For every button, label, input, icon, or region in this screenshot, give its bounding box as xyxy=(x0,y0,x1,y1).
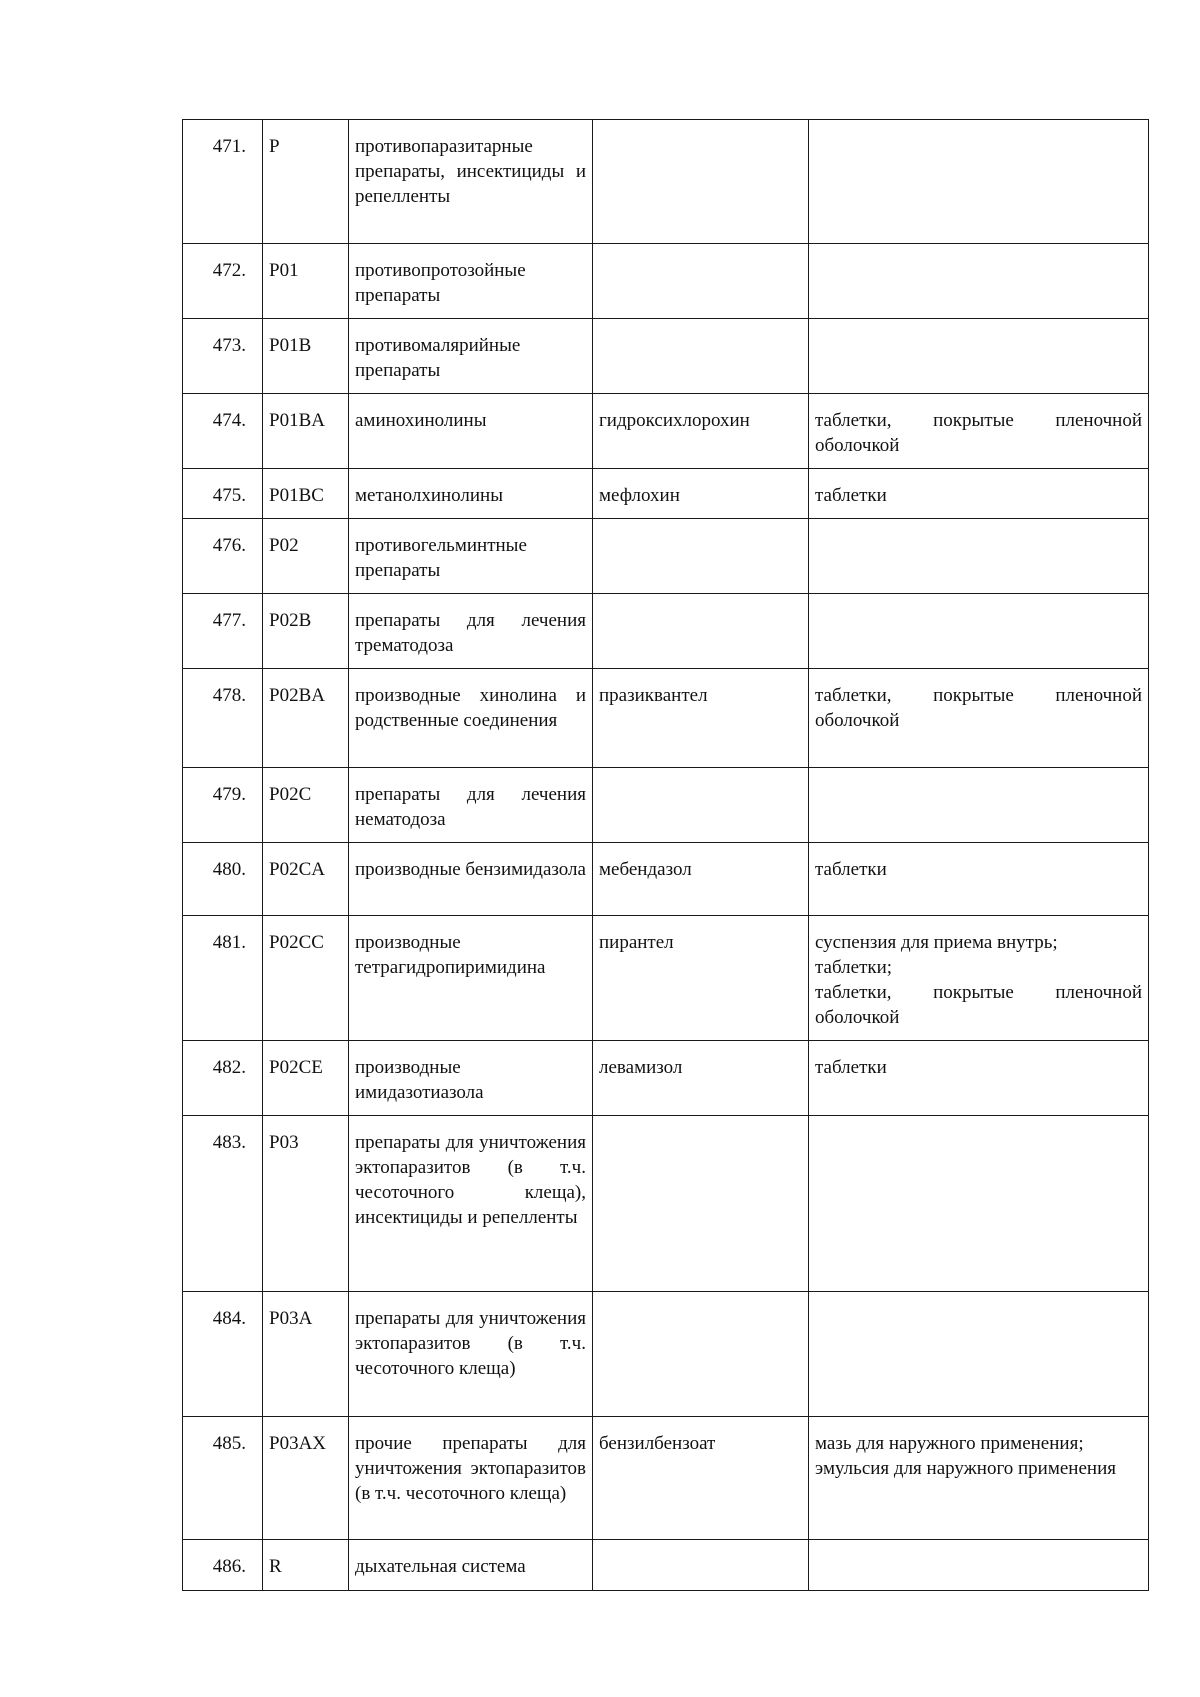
group-name: аминохинолины xyxy=(349,394,593,469)
row-number: 480. xyxy=(183,843,263,916)
dosage-form-line: эмульсия для наружного применения xyxy=(815,1458,1116,1479)
group-name: противопаразитарные препараты, инсектициды и репелленты xyxy=(349,120,593,244)
table-row xyxy=(183,319,1149,394)
atc-code: P02CA xyxy=(263,843,349,916)
group-name: препараты для лечения трематодоза xyxy=(349,594,593,669)
group-name: производные хинолина и родственные соединения xyxy=(349,669,593,768)
row-number: 477. xyxy=(183,594,263,669)
dosage-form xyxy=(809,916,1149,1041)
row-number: 486. xyxy=(183,1540,263,1591)
group-name: противогельминтные препараты xyxy=(349,519,593,594)
drug-name xyxy=(593,120,809,244)
drug-name xyxy=(593,519,809,594)
drug-name xyxy=(593,1116,809,1292)
dosage-form: таблетки, покрытые пленочной оболочкой xyxy=(809,669,1149,768)
dosage-form xyxy=(809,1417,1149,1540)
drug-name xyxy=(593,594,809,669)
table-row xyxy=(183,1041,1149,1116)
atc-code: R xyxy=(263,1540,349,1591)
row-number: 483. xyxy=(183,1116,263,1292)
group-name: производные имидазотиазола xyxy=(349,1041,593,1116)
table-row xyxy=(183,1540,1149,1591)
atc-code: P03 xyxy=(263,1116,349,1292)
table-row xyxy=(183,916,1149,1041)
atc-code: P02CE xyxy=(263,1041,349,1116)
dosage-form xyxy=(809,1292,1149,1417)
group-name: противопротозойные препараты xyxy=(349,244,593,319)
table-row xyxy=(183,669,1149,768)
atc-code: P02CC xyxy=(263,916,349,1041)
table-row xyxy=(183,244,1149,319)
dosage-form: таблетки xyxy=(809,843,1149,916)
dosage-form xyxy=(809,768,1149,843)
group-name: противомалярийные препараты xyxy=(349,319,593,394)
atc-code: P01BC xyxy=(263,469,349,519)
row-number: 476. xyxy=(183,519,263,594)
drug-name: левамизол xyxy=(593,1041,809,1116)
drug-name: празиквантел xyxy=(593,669,809,768)
drug-name: мебендазол xyxy=(593,843,809,916)
row-number: 471. xyxy=(183,120,263,244)
drug-name: пирантел xyxy=(593,916,809,1041)
dosage-form xyxy=(809,1116,1149,1292)
table-row xyxy=(183,519,1149,594)
dosage-form-line: таблетки; xyxy=(815,957,893,978)
drug-name: мефлохин xyxy=(593,469,809,519)
table-row xyxy=(183,1116,1149,1292)
dosage-form xyxy=(809,244,1149,319)
row-number: 475. xyxy=(183,469,263,519)
row-number: 474. xyxy=(183,394,263,469)
drug-name xyxy=(593,319,809,394)
dosage-form xyxy=(809,594,1149,669)
atc-code: P02C xyxy=(263,768,349,843)
group-name: производные тетрагидропиримидина xyxy=(349,916,593,1041)
drug-name xyxy=(593,768,809,843)
group-name: метанолхинолины xyxy=(349,469,593,519)
group-name: производные бензимидазола xyxy=(349,843,593,916)
dosage-form-line: суспензия для приема внутрь; xyxy=(815,932,1058,953)
group-name: дыхательная система xyxy=(349,1540,593,1591)
atc-code: P01 xyxy=(263,244,349,319)
dosage-form: таблетки xyxy=(809,469,1149,519)
table-row xyxy=(183,120,1149,244)
row-number: 479. xyxy=(183,768,263,843)
dosage-form xyxy=(809,319,1149,394)
group-name: препараты для лечения нематодоза xyxy=(349,768,593,843)
table-row xyxy=(183,1417,1149,1540)
table-row xyxy=(183,394,1149,469)
atc-code: P03A xyxy=(263,1292,349,1417)
table-row xyxy=(183,843,1149,916)
atc-code: P02BA xyxy=(263,669,349,768)
row-number: 482. xyxy=(183,1041,263,1116)
row-number: 485. xyxy=(183,1417,263,1540)
dosage-form xyxy=(809,519,1149,594)
dosage-form-line: мазь для наружного применения; xyxy=(815,1433,1084,1454)
dosage-form xyxy=(809,1540,1149,1591)
row-number: 484. xyxy=(183,1292,263,1417)
drug-name xyxy=(593,1540,809,1591)
row-number: 481. xyxy=(183,916,263,1041)
atc-code: P02 xyxy=(263,519,349,594)
drug-name: гидроксихлорохин xyxy=(593,394,809,469)
drug-name: бензилбензоат xyxy=(593,1417,809,1540)
group-name: препараты для уничтожения эктопаразитов (в т.ч. чесоточного клеща), инсектициды и репелленты xyxy=(349,1116,593,1292)
row-number: 478. xyxy=(183,669,263,768)
row-number: 473. xyxy=(183,319,263,394)
group-name: прочие препараты для уничтожения эктопаразитов (в т.ч. чесоточного клеща) xyxy=(349,1417,593,1540)
atc-code: P02B xyxy=(263,594,349,669)
dosage-form: таблетки xyxy=(809,1041,1149,1116)
drug-name xyxy=(593,1292,809,1417)
table-row xyxy=(183,1292,1149,1417)
dosage-form xyxy=(809,120,1149,244)
drug-classification-table xyxy=(182,119,1149,1591)
row-number: 472. xyxy=(183,244,263,319)
table-row xyxy=(183,768,1149,843)
table-row xyxy=(183,469,1149,519)
drug-name xyxy=(593,244,809,319)
dosage-form: таблетки, покрытые пленочной оболочкой xyxy=(809,394,1149,469)
atc-code: P03AX xyxy=(263,1417,349,1540)
table-row xyxy=(183,594,1149,669)
dosage-form-line: таблетки, покрытые пленочной оболочкой xyxy=(815,982,1142,1028)
atc-code: P01BA xyxy=(263,394,349,469)
atc-code: P01B xyxy=(263,319,349,394)
group-name: препараты для уничтожения эктопаразитов (в т.ч. чесоточного клеща) xyxy=(349,1292,593,1417)
atc-code: P xyxy=(263,120,349,244)
